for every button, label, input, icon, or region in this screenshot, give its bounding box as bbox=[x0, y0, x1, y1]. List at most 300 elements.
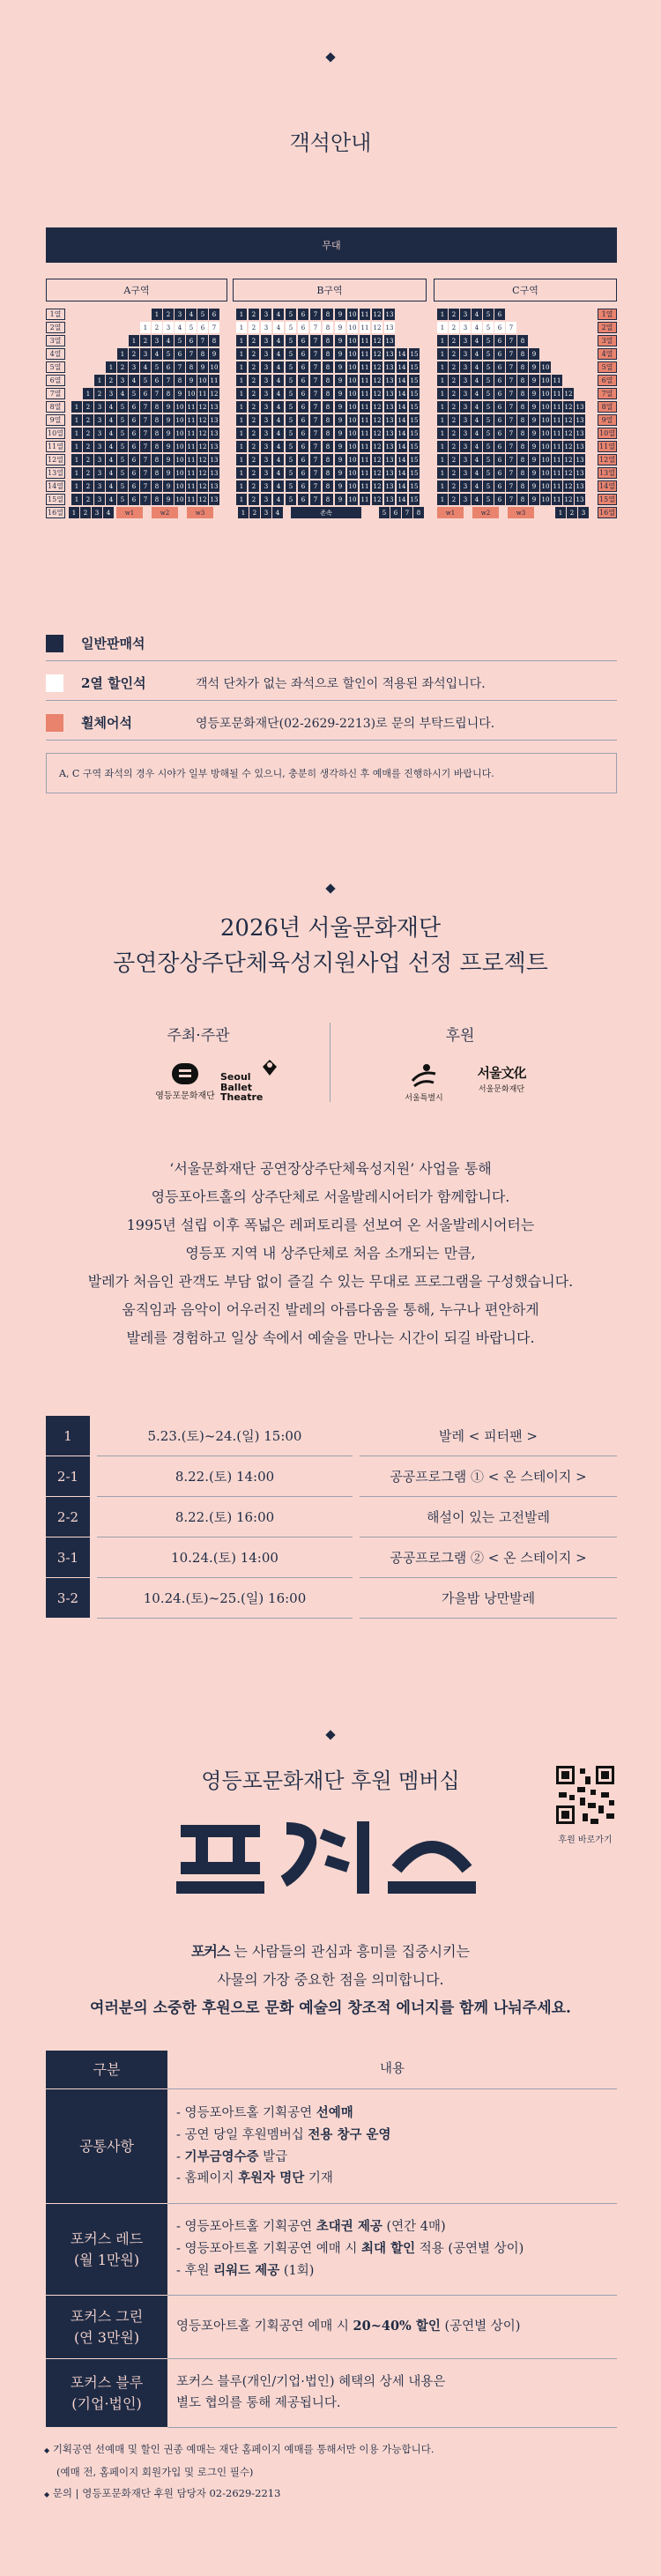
seat: 11 bbox=[552, 441, 562, 452]
section-diamond-icon bbox=[325, 52, 335, 62]
seat: 5 bbox=[483, 348, 494, 360]
row-label: 포커스 그린 (연 3만원) bbox=[46, 2296, 167, 2359]
seat: 1 bbox=[236, 414, 247, 426]
seat: 10 bbox=[540, 388, 551, 399]
seat: 11 bbox=[360, 454, 370, 465]
seat: 13 bbox=[384, 309, 395, 320]
seat: 13 bbox=[384, 335, 395, 346]
seat: 14 bbox=[397, 388, 407, 399]
seat: 10 bbox=[540, 401, 551, 413]
wheelchair-seat: w3 bbox=[508, 507, 534, 518]
seat: 10 bbox=[347, 454, 358, 465]
seating-title: 객석안내 bbox=[289, 130, 372, 155]
benefit-line: 영등포아트홀 기획공연 예매 시 20~40% 할인 (공연별 상이) bbox=[176, 2319, 521, 2334]
seat: 7 bbox=[310, 428, 321, 439]
seat: 3 bbox=[460, 388, 471, 399]
seat: 1 bbox=[437, 388, 448, 399]
seat: 10 bbox=[347, 480, 358, 492]
seat: 9 bbox=[529, 348, 539, 360]
seat: 4 bbox=[103, 507, 114, 518]
seat: 4 bbox=[273, 388, 284, 399]
seat: 4 bbox=[273, 335, 284, 346]
seat: 3 bbox=[106, 388, 116, 399]
seat: 2 bbox=[249, 494, 259, 505]
discount-seat: 1 bbox=[437, 322, 448, 333]
seat: 1 bbox=[106, 361, 116, 373]
seat: 5 bbox=[286, 494, 296, 505]
seat: 11 bbox=[552, 428, 562, 439]
seat: 6 bbox=[494, 441, 505, 452]
seat: 3 bbox=[140, 348, 151, 360]
seat: 12 bbox=[372, 428, 382, 439]
legend-desc: 객석 단차가 없는 좌석으로 할인이 적용된 좌석입니다. bbox=[196, 676, 486, 691]
seat: 7 bbox=[140, 401, 151, 413]
row-label: 1열 bbox=[46, 309, 65, 320]
seat: 4 bbox=[273, 454, 284, 465]
seat: 12 bbox=[563, 454, 574, 465]
note-line: (예매 전, 홈페이지 회원가입 및 로그인 필수) bbox=[56, 2466, 254, 2478]
discount-seat: 6 bbox=[298, 322, 308, 333]
row-label: 13열 bbox=[598, 467, 617, 479]
seat: 10 bbox=[175, 480, 185, 492]
seat: 13 bbox=[384, 401, 395, 413]
seat: 6 bbox=[298, 309, 308, 320]
discount-seat: 4 bbox=[273, 322, 284, 333]
seat: 14 bbox=[397, 480, 407, 492]
seat: 1 bbox=[94, 375, 105, 386]
seat: 9 bbox=[209, 348, 219, 360]
seat: 8 bbox=[323, 467, 333, 479]
seat: 12 bbox=[372, 388, 382, 399]
legend-name: 2열 할인석 bbox=[81, 675, 146, 691]
seat: 5 bbox=[483, 375, 494, 386]
seat: 6 bbox=[298, 494, 308, 505]
seat: 10 bbox=[540, 454, 551, 465]
wheelchair-seat: w2 bbox=[152, 507, 178, 518]
seat: 3 bbox=[261, 348, 271, 360]
seat: 5 bbox=[483, 441, 494, 452]
seat: 9 bbox=[335, 309, 345, 320]
seat: 8 bbox=[517, 494, 528, 505]
seat: 6 bbox=[129, 494, 139, 505]
seat: 3 bbox=[261, 494, 271, 505]
seat: 10 bbox=[347, 375, 358, 386]
seat: 12 bbox=[372, 414, 382, 426]
row-label: 2열 bbox=[598, 322, 617, 333]
discount-seat: 7 bbox=[506, 322, 516, 333]
seat: 1 bbox=[236, 428, 247, 439]
seat: 15 bbox=[409, 388, 420, 399]
seat: 8 bbox=[517, 335, 528, 346]
seat: 15 bbox=[409, 348, 420, 360]
seat: 6 bbox=[494, 494, 505, 505]
section-diamond-icon bbox=[325, 1730, 335, 1739]
seat: 12 bbox=[209, 388, 219, 399]
seat: 1 bbox=[437, 454, 448, 465]
seat: 1 bbox=[236, 388, 247, 399]
discount-seat: 9 bbox=[335, 322, 345, 333]
seat: 1 bbox=[236, 467, 247, 479]
description-line: 발레를 경험하고 일상 속에서 예술을 만나는 시간이 되길 바랍니다. bbox=[126, 1329, 535, 1346]
row-label: 공통사항 bbox=[46, 2089, 167, 2204]
seat: 2 bbox=[83, 428, 93, 439]
seat: 13 bbox=[575, 480, 585, 492]
seat: 5 bbox=[483, 309, 494, 320]
seat: 11 bbox=[360, 494, 370, 505]
seat: 8 bbox=[517, 348, 528, 360]
seat: 3 bbox=[94, 414, 105, 426]
seat: 2 bbox=[94, 388, 105, 399]
intro-text: 는 사람들의 관심과 흥미를 집중시키는 bbox=[234, 1943, 471, 1960]
benefit-line: - 공연 당일 후원멤버십 전용 창구 운영 bbox=[176, 2126, 391, 2142]
seoul-city-icon bbox=[409, 1063, 439, 1088]
seat: 4 bbox=[472, 454, 482, 465]
seat: 6 bbox=[129, 414, 139, 426]
seat: 11 bbox=[360, 348, 370, 360]
program-title: 공공프로그램 ② < 온 스테이지 > bbox=[360, 1537, 617, 1578]
seat: 6 bbox=[298, 441, 308, 452]
seat: 2 bbox=[449, 414, 459, 426]
note-line: ◆ 문의 | 영등포문화재단 후원 담당자 02-2629-2213 bbox=[44, 2487, 281, 2499]
seat: 3 bbox=[261, 480, 271, 492]
seat: 10 bbox=[175, 454, 185, 465]
seat: 9 bbox=[529, 388, 539, 399]
row-label: 7열 bbox=[598, 388, 617, 399]
row-content bbox=[167, 2296, 617, 2359]
seat: 9 bbox=[335, 348, 345, 360]
discount-seat: 7 bbox=[310, 322, 321, 333]
seat: 6 bbox=[175, 348, 185, 360]
seat: 5 bbox=[117, 480, 128, 492]
row-label: 4열 bbox=[598, 348, 617, 360]
seat: 10 bbox=[347, 388, 358, 399]
seat: 6 bbox=[298, 375, 308, 386]
seat: 7 bbox=[310, 480, 321, 492]
discount-seat: 10 bbox=[347, 322, 358, 333]
seat: 9 bbox=[163, 414, 174, 426]
seat: 15 bbox=[409, 375, 420, 386]
seat: 13 bbox=[575, 428, 585, 439]
discount-seat-swatch bbox=[46, 674, 63, 692]
seat: 2 bbox=[83, 494, 93, 505]
row-label: 7열 bbox=[46, 388, 65, 399]
seat: 2 bbox=[449, 348, 459, 360]
seat: 7 bbox=[506, 361, 516, 373]
program-date: 10.24.(토)~25.(일) 16:00 bbox=[97, 1578, 353, 1619]
seat: 8 bbox=[163, 388, 174, 399]
seat: 1 bbox=[69, 507, 79, 518]
seat: 6 bbox=[298, 467, 308, 479]
seat: 10 bbox=[540, 414, 551, 426]
membership-title: 영등포문화재단 후원 멤버십 bbox=[201, 1768, 460, 1793]
row-label: 포커스 레드 (월 1만원) bbox=[46, 2204, 167, 2296]
seat: 9 bbox=[335, 480, 345, 492]
seat: 3 bbox=[460, 494, 471, 505]
seat: 5 bbox=[286, 401, 296, 413]
seat: 2 bbox=[83, 454, 93, 465]
seat: 15 bbox=[409, 494, 420, 505]
qr-code[interactable] bbox=[553, 1763, 617, 1827]
seat: 8 bbox=[517, 401, 528, 413]
seat: 2 bbox=[249, 375, 259, 386]
seat: 10 bbox=[540, 428, 551, 439]
seat: 5 bbox=[379, 507, 390, 518]
seat: 1 bbox=[236, 375, 247, 386]
seat: 5 bbox=[483, 480, 494, 492]
seat: 7 bbox=[506, 348, 516, 360]
seat: 11 bbox=[552, 388, 562, 399]
table-row-red bbox=[46, 2204, 617, 2296]
seat: 3 bbox=[261, 428, 271, 439]
seat: 11 bbox=[552, 401, 562, 413]
seat: 11 bbox=[186, 401, 197, 413]
discount-seat: 1 bbox=[236, 322, 247, 333]
seat: 4 bbox=[472, 401, 482, 413]
seat: 8 bbox=[323, 388, 333, 399]
discount-seat: 11 bbox=[360, 322, 370, 333]
seat: 4 bbox=[273, 361, 284, 373]
seat: 4 bbox=[106, 414, 116, 426]
discount-seat: 5 bbox=[186, 322, 197, 333]
discount-seat: 3 bbox=[460, 322, 471, 333]
seat: 13 bbox=[209, 494, 219, 505]
seat: 2 bbox=[449, 375, 459, 386]
zone-a-label: A구역 bbox=[46, 279, 227, 302]
seat: 1 bbox=[71, 401, 82, 413]
row-label: 9열 bbox=[598, 414, 617, 426]
seat: 8 bbox=[323, 375, 333, 386]
seat: 5 bbox=[117, 454, 128, 465]
seat: 5 bbox=[286, 335, 296, 346]
seat: 7 bbox=[175, 361, 185, 373]
seat: 1 bbox=[437, 494, 448, 505]
seat: 7 bbox=[506, 401, 516, 413]
seat: 6 bbox=[129, 401, 139, 413]
seat: 3 bbox=[460, 414, 471, 426]
seat: 4 bbox=[273, 309, 284, 320]
seat: 1 bbox=[236, 361, 247, 373]
seat: 7 bbox=[152, 388, 162, 399]
membership-notes bbox=[44, 2438, 617, 2505]
seat: 10 bbox=[347, 414, 358, 426]
row-label: 11열 bbox=[46, 441, 65, 452]
seat: 6 bbox=[298, 401, 308, 413]
seat: 12 bbox=[563, 414, 574, 426]
seat: 15 bbox=[409, 441, 420, 452]
program-date: 5.23.(토)~24.(일) 15:00 bbox=[97, 1416, 353, 1456]
seat: 5 bbox=[483, 467, 494, 479]
seat: 3 bbox=[460, 335, 471, 346]
description-line: 영등포 지역 내 상주단체로 처음 소개되는 만큼, bbox=[185, 1245, 476, 1262]
seat: 14 bbox=[397, 414, 407, 426]
seat: 1 bbox=[71, 441, 82, 452]
seat: 5 bbox=[117, 467, 128, 479]
seat: 11 bbox=[186, 428, 197, 439]
seat: 11 bbox=[552, 375, 562, 386]
seat: 9 bbox=[335, 441, 345, 452]
program-no: 1 bbox=[46, 1416, 90, 1456]
qr-label: 후원 바로가기 bbox=[558, 1835, 613, 1845]
seat: 2 bbox=[249, 361, 259, 373]
seat: 15 bbox=[409, 414, 420, 426]
seat: 1 bbox=[71, 428, 82, 439]
program-row bbox=[46, 1416, 617, 1456]
discount-seat: 2 bbox=[152, 322, 162, 333]
program-title: 공공프로그램 ① < 온 스테이지 > bbox=[360, 1456, 617, 1497]
seat: 7 bbox=[506, 494, 516, 505]
seat: 7 bbox=[310, 494, 321, 505]
seat: 6 bbox=[209, 309, 219, 320]
table-row-green bbox=[46, 2296, 617, 2359]
seat: 6 bbox=[494, 388, 505, 399]
seat: 12 bbox=[372, 309, 382, 320]
seat: 2 bbox=[80, 507, 91, 518]
seat: 4 bbox=[472, 335, 482, 346]
seat: 11 bbox=[186, 414, 197, 426]
seat: 10 bbox=[347, 467, 358, 479]
seat: 1 bbox=[71, 414, 82, 426]
seat: 3 bbox=[261, 401, 271, 413]
seat: 4 bbox=[472, 428, 482, 439]
seat: 3 bbox=[261, 375, 271, 386]
seat: 7 bbox=[140, 467, 151, 479]
seat: 7 bbox=[506, 428, 516, 439]
seat: 4 bbox=[472, 414, 482, 426]
discount-seat: 4 bbox=[175, 322, 185, 333]
seat: 10 bbox=[347, 348, 358, 360]
seat: 1 bbox=[152, 309, 162, 320]
seat: 5 bbox=[163, 348, 174, 360]
diamond-bullet-icon: ◆ bbox=[44, 2446, 50, 2454]
seat: 9 bbox=[335, 467, 345, 479]
seat: 2 bbox=[249, 414, 259, 426]
seat: 10 bbox=[175, 467, 185, 479]
seat: 8 bbox=[517, 375, 528, 386]
seat: 1 bbox=[437, 309, 448, 320]
seat: 8 bbox=[323, 414, 333, 426]
seat: 11 bbox=[186, 454, 197, 465]
seat: 12 bbox=[563, 428, 574, 439]
seat: 11 bbox=[552, 480, 562, 492]
seat: 3 bbox=[94, 428, 105, 439]
seat: 7 bbox=[310, 309, 321, 320]
seat: 7 bbox=[197, 335, 208, 346]
seat: 12 bbox=[197, 494, 208, 505]
seat: 9 bbox=[186, 375, 197, 386]
seat: 2 bbox=[83, 467, 93, 479]
seat: 2 bbox=[249, 348, 259, 360]
seat: 1 bbox=[117, 348, 128, 360]
seat: 11 bbox=[360, 335, 370, 346]
seat: 13 bbox=[209, 428, 219, 439]
seat: 13 bbox=[575, 454, 585, 465]
stage: 무대 bbox=[46, 227, 617, 263]
seat: 3 bbox=[460, 401, 471, 413]
seat: 6 bbox=[494, 467, 505, 479]
discount-seat: 5 bbox=[286, 322, 296, 333]
seat: 3 bbox=[152, 335, 162, 346]
seat: 12 bbox=[372, 467, 382, 479]
seat: 2 bbox=[449, 454, 459, 465]
row-label: 14열 bbox=[598, 480, 617, 492]
row-label: 3열 bbox=[598, 335, 617, 346]
seat: 15 bbox=[409, 480, 420, 492]
seat: 12 bbox=[197, 414, 208, 426]
seat: 1 bbox=[437, 375, 448, 386]
seat: 4 bbox=[273, 480, 284, 492]
seat: 10 bbox=[175, 428, 185, 439]
seat: 9 bbox=[163, 441, 174, 452]
seat: 12 bbox=[372, 361, 382, 373]
seat: 5 bbox=[197, 309, 208, 320]
seat: 6 bbox=[494, 454, 505, 465]
seat: 13 bbox=[384, 480, 395, 492]
seat: 6 bbox=[298, 361, 308, 373]
seat: 3 bbox=[261, 441, 271, 452]
program-date: 8.22.(토) 14:00 bbox=[97, 1456, 353, 1497]
seat: 10 bbox=[347, 401, 358, 413]
description-line: 1995년 설립 이후 폭넓은 레퍼토리를 선보여 온 서울발레시어터는 bbox=[126, 1217, 535, 1233]
seat: 4 bbox=[273, 494, 284, 505]
seat: 6 bbox=[494, 309, 505, 320]
description-line: 발레가 처음인 관객도 부담 없이 즐길 수 있는 무대로 프로그램을 구성했습니다. bbox=[87, 1273, 574, 1290]
seat: 5 bbox=[483, 361, 494, 373]
seat: 12 bbox=[563, 441, 574, 452]
seat: 14 bbox=[397, 375, 407, 386]
seat: 8 bbox=[197, 348, 208, 360]
seat: 5 bbox=[286, 348, 296, 360]
seat: 6 bbox=[494, 401, 505, 413]
seat: 2 bbox=[449, 467, 459, 479]
seat: 6 bbox=[129, 441, 139, 452]
seat: 9 bbox=[529, 480, 539, 492]
row-label: 12열 bbox=[598, 454, 617, 465]
seat: 7 bbox=[140, 441, 151, 452]
seat: 5 bbox=[117, 428, 128, 439]
seat: 1 bbox=[437, 361, 448, 373]
seat: 5 bbox=[152, 361, 162, 373]
benefit-line: - 영등포아트홀 기획공연 초대권 제공 (연간 4매) bbox=[176, 2219, 446, 2235]
seat: 12 bbox=[372, 454, 382, 465]
wheelchair-seat: w1 bbox=[437, 507, 464, 518]
seat: 13 bbox=[209, 454, 219, 465]
row-label: 포커스 블루 (기업·법인) bbox=[46, 2359, 167, 2428]
seat: 5 bbox=[129, 388, 139, 399]
seat: 12 bbox=[197, 480, 208, 492]
description-line: ‘서울문화재단 공연장상주단체육성지원’ 사업을 통해 bbox=[169, 1160, 492, 1177]
seat: 5 bbox=[286, 441, 296, 452]
seat: 4 bbox=[106, 401, 116, 413]
seat: 9 bbox=[163, 467, 174, 479]
seat: 13 bbox=[575, 494, 585, 505]
table-row-blue bbox=[46, 2359, 617, 2428]
seat: 8 bbox=[152, 428, 162, 439]
seat: 10 bbox=[209, 361, 219, 373]
seat: 12 bbox=[563, 480, 574, 492]
seat: 3 bbox=[460, 454, 471, 465]
sfac-logo bbox=[462, 1058, 541, 1094]
seat: 2 bbox=[449, 428, 459, 439]
legend-name: 일반판매석 bbox=[81, 636, 145, 651]
seat: 7 bbox=[310, 414, 321, 426]
seat: 13 bbox=[384, 414, 395, 426]
seat: 3 bbox=[261, 454, 271, 465]
seat: 12 bbox=[372, 335, 382, 346]
seat: 12 bbox=[197, 401, 208, 413]
seat: 8 bbox=[517, 361, 528, 373]
discount-seat: 12 bbox=[372, 322, 382, 333]
seat: 12 bbox=[372, 480, 382, 492]
